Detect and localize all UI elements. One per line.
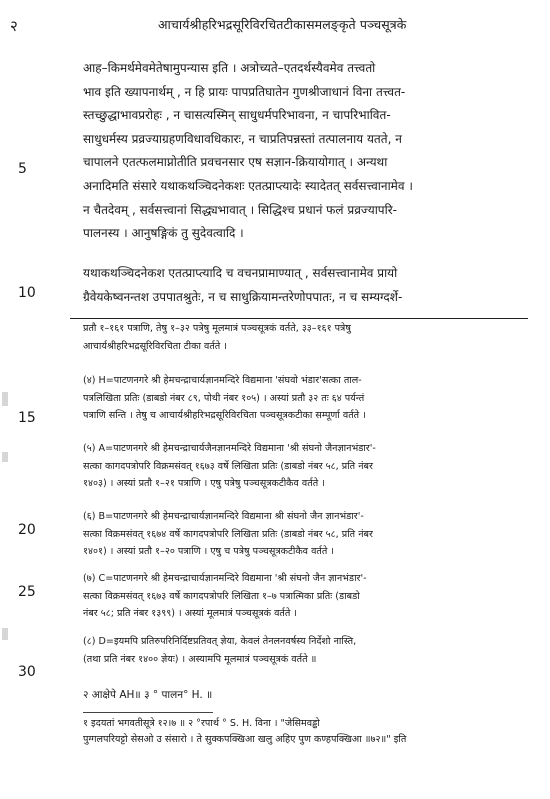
manuscript-note — [83, 320, 529, 355]
note-line: आचार्यश्रीहरिभद्रसूरिविरचिता टीका वर्तते । — [83, 340, 227, 352]
manuscript-note — [83, 440, 529, 493]
text-line: यथाकथञ्चिदनेकश एतत्प्राप्त्यादि च वचनप्रामाण्यात् , सर्वसत्त्वानामेव प्रायो — [83, 266, 398, 280]
note-line: (४) H=पाटणनगरे श्री हेमचन्द्राचार्यज्ञानमन्दिरे विद्यमाना 'संघवो भंडार'सत्का ताल- — [83, 375, 362, 386]
note-line: सत्का कागदपत्रोपरि विक्रमसंवत् १६७३ वर्षे लिखिता प्रतिः (डाबडो नंबर ५८, प्रति नंबर — [83, 460, 373, 472]
line-number: 30 — [18, 664, 36, 680]
note-line: (तथा प्रति नंबर १४०० ज्ञेयः) । अस्यामपि मूलमात्रं पञ्चसूत्रकं वर्तते ॥ — [83, 653, 317, 665]
note-line: (७) C=पाटणनगरे श्री हेमचन्द्राचार्यज्ञानमन्दिरे विद्यमाना 'श्री संघनो जैन ज्ञानभंडार'- — [83, 573, 367, 584]
text-line: पालनस्य । आनुषङ्गिकं तु सुदेवत्वादि । — [83, 226, 244, 241]
manuscript-note — [83, 372, 529, 425]
line-number: 25 — [18, 584, 36, 600]
manuscript-note — [83, 633, 529, 668]
text-line: अनादिमति संसारे यथाकथञ्चिदनेकशः एतत्प्राप्त्यादेः स्यादेतत् सर्वसत्त्वानामेव । — [83, 178, 413, 193]
line-number: 10 — [18, 285, 36, 301]
text-line: न चैतदेवम् , सर्वसत्त्वानां सिद्ध्यभावात् । सिद्धिश्च प्रधानं फलं प्रव्रज्यापरि- — [83, 202, 397, 217]
note-line: सत्का विक्रमसंवत् १६७४ वर्षे कागदपत्रोपरि लिखिता प्रतिः (डाबडो नंबर ५८, प्रति नंबर — [83, 528, 373, 540]
note-line: १४०३) । अस्यां प्रतौ १–२१ पत्राणि । एषु पत्रेषु पञ्चसूत्रकटीकैव वर्तते । — [83, 478, 325, 490]
note-line: १४०१) । अस्यां प्रतौ १–२० पत्राणि । एषु च पत्रेषु पञ्चसूत्रकटीकैव वर्तते । — [83, 546, 335, 558]
text-line: आह–किमर्थमेवमेतेषामुपन्यास इति । अत्रोच्यते–एतदर्थस्यैवमेव तत्त्वतो — [83, 61, 376, 75]
page-number: २ — [10, 17, 18, 35]
scan-mark — [2, 392, 8, 406]
note-line: (८) D=इयमपि प्रतिरुपरिनिर्दिष्टप्रतिवत् ज्ञेया, केवलं तेनलनवर्षस्य निर्देशो नास्ति, — [83, 636, 357, 647]
footnote-divider — [83, 712, 213, 713]
note-line: पत्रलिखिता प्रतिः (डाबडो नंबर ८९, पोथी नंबर १०५) । अस्यां प्रतौ ३२ तः ६४ पर्यन्तं — [83, 392, 365, 404]
text-line: साधुधर्मस्य प्रव्रज्याग्रहणविधावधिकारः, न चाप्रतिपन्नस्तां तत्पालनाय यतते, न — [83, 131, 402, 146]
text-line: चापालने एतत्फलमाप्नोतीति प्रवचनसार एष सज्ञान-क्रियायोगात् । अन्यथा — [83, 155, 388, 170]
line-number: 20 — [18, 522, 36, 538]
text-line: स्तच्छुद्धाभावप्ररोहः , न चासत्यस्मिन् साधुधर्मपरिभावना, न चापरिभावित- — [83, 108, 391, 123]
note-line: सत्का विक्रमसंवत् १६७३ वर्षे कागदपत्रोपरि लिखिता १–७ पत्रात्मिका प्रतिः (डाबडो — [83, 590, 360, 602]
footnote — [83, 716, 529, 748]
text-line: ग्रैवेयकेष्वनन्तश उपपातश्रुतेः, न च साधुक्रियामन्तरेणोपपातः, न च सम्यग्दर्शे- — [83, 289, 403, 304]
footnote-line: पुग्गलपरियट्टो सेसओ उ संसारो । ते सुक्कपक्खिआ खलु अहिए पुण कण्हपक्खिआ ॥७२॥" इति — [83, 734, 407, 745]
note-line: प्रतौ १–१६१ पत्राणि, तेषु १–३२ पत्रेषु मूलमात्रं पञ्चसूत्रकं वर्तते, ३३–१६१ पत्रेषु — [83, 323, 351, 334]
variant-readings: २ आक्षेपे AH॥ ३ ° पालन° H. ॥ — [83, 689, 213, 701]
running-title: आचार्यश्रीहरिभद्रसूरिविरचितटीकासमलङ्कृते पञ्चसूत्रके — [158, 17, 407, 32]
scan-mark — [2, 628, 8, 640]
main-paragraph-1 — [83, 57, 527, 246]
note-line: (६) B=पाटणनगरे श्री हेमचन्द्राचार्यज्ञानमन्दिरे विद्यमाना श्री संघनो जैन ज्ञानभंडार'- — [83, 511, 364, 522]
note-line: (५) A=पाटणनगरे श्री हेमचन्द्राचार्यजैनज्ञानमन्दिरे विद्यमाना 'श्री संघनो जैनज्ञानभंडार'- — [83, 443, 376, 454]
line-number: 5 — [18, 161, 27, 177]
manuscript-note — [83, 570, 529, 623]
scan-mark — [2, 452, 8, 462]
note-line: पत्राणि सन्ति । तेषु च आचार्यश्रीहरिभद्रसूरिविरचिता पञ्चसूत्रकटीका सम्पूर्णा वर्तते । — [83, 410, 366, 422]
text-line: भाव इति ख्यापनार्थम् , न हि प्रायः पापप्रतिघातेन गुणश्रीजाधानं विना तत्त्वत- — [83, 84, 406, 99]
manuscript-note — [83, 508, 529, 561]
note-line: नंबर ५८; प्रति नंबर १३९९) । अस्यां मूलमात्रं पञ्चसूत्रकं वर्तते । — [83, 608, 298, 620]
section-divider — [70, 318, 528, 319]
footnote-line: १ इदयतां भगवतीसूत्रे १२।७ ॥ २ °रपार्थ ° S. H. विना । "जेसिमवड्ढो — [83, 718, 320, 729]
line-number: 15 — [18, 410, 36, 426]
main-paragraph-2 — [83, 262, 527, 309]
